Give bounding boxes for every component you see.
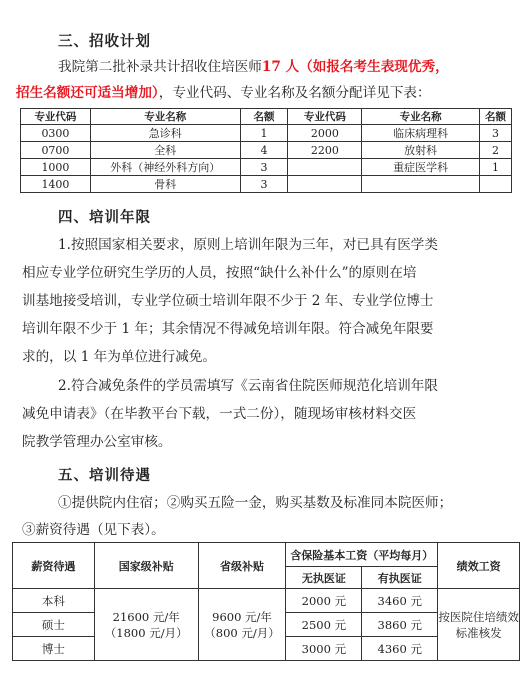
col-header: 专业名称 bbox=[90, 109, 240, 125]
section3-red-text-2: 招生名额还可适当增加） bbox=[16, 85, 159, 101]
table-cell: 3000 元 bbox=[286, 637, 362, 661]
section4-heading: 四、培训年限 bbox=[58, 210, 151, 226]
table-cell bbox=[362, 176, 480, 193]
section3-line1 bbox=[58, 58, 449, 76]
section3-text: 我院第二批补录共计招收住培医师 bbox=[58, 59, 262, 75]
table-cell: 外科（神经外科方向） bbox=[90, 159, 240, 176]
salary-table-header bbox=[13, 543, 520, 567]
paragraph-line: 1.按照国家相关要求，原则上培训年限为三年，对已具有医学类 bbox=[58, 237, 438, 253]
section3-red-text: 17 人（如报名考生表现优秀， bbox=[261, 59, 449, 75]
table-cell: 全科 bbox=[90, 142, 240, 159]
table-cell: 1000 bbox=[21, 159, 91, 176]
paragraph-line: 2.符合减免条件的学员需填写《云南省住院医师规范化培训年限 bbox=[58, 378, 438, 394]
col-header: 省级补贴 bbox=[198, 543, 286, 589]
quota-table-header bbox=[21, 109, 512, 125]
table-cell: 2500 元 bbox=[286, 613, 362, 637]
cell-text: （1800 元/月） bbox=[104, 625, 188, 640]
col-header: 绩效工资 bbox=[438, 543, 520, 589]
table-cell: 本科 bbox=[13, 589, 95, 613]
table-cell: 2000 bbox=[288, 125, 362, 142]
table-cell: 3 bbox=[480, 125, 512, 142]
table-cell: 2000 元 bbox=[286, 589, 362, 613]
col-header: 专业代码 bbox=[288, 109, 362, 125]
table-cell bbox=[288, 176, 362, 193]
cell-text: （800 元/月） bbox=[204, 625, 280, 640]
table-row bbox=[21, 159, 512, 176]
col-header: 名额 bbox=[240, 109, 288, 125]
paragraph-line: 减免申请表》（在毕教平台下载，一式二份），随现场审核材料交医 bbox=[22, 406, 417, 422]
col-header: 专业代码 bbox=[21, 109, 91, 125]
paragraph-line: ③薪资待遇（见下表）。 bbox=[22, 522, 165, 538]
cell-text: 9600 元/年 bbox=[212, 609, 272, 624]
table-cell bbox=[288, 159, 362, 176]
section3-text-2: ，专业代码、专业名称及名额分配详见下表： bbox=[158, 85, 431, 101]
section5-heading: 五、培训待遇 bbox=[58, 468, 151, 484]
table-cell: 硕士 bbox=[13, 613, 95, 637]
table-cell: 1400 bbox=[21, 176, 91, 193]
national-subsidy-cell bbox=[94, 589, 198, 661]
paragraph-line: 培训年限不少于 1 年；其余情况不得减免培训年限。符合减免年限要 bbox=[22, 321, 434, 337]
provincial-subsidy-cell bbox=[198, 589, 286, 661]
table-cell: 2 bbox=[480, 142, 512, 159]
table-cell: 4360 元 bbox=[362, 637, 438, 661]
table-row bbox=[21, 125, 512, 142]
cell-text: 21600 元/年 bbox=[112, 609, 180, 624]
performance-pay-cell bbox=[438, 589, 520, 661]
table-cell: 骨科 bbox=[90, 176, 240, 193]
table-cell: 放射科 bbox=[362, 142, 480, 159]
table-cell: 1 bbox=[240, 125, 288, 142]
table-cell: 临床病理科 bbox=[362, 125, 480, 142]
col-header: 薪资待遇 bbox=[13, 543, 95, 589]
section3-heading: 三、招收计划 bbox=[58, 34, 151, 50]
table-cell: 0700 bbox=[21, 142, 91, 159]
table-row bbox=[21, 142, 512, 159]
table-cell: 3460 元 bbox=[362, 589, 438, 613]
table-cell: 博士 bbox=[13, 637, 95, 661]
col-header: 含保险基本工资（平均每月） bbox=[286, 543, 438, 567]
col-header: 国家级补贴 bbox=[94, 543, 198, 589]
paragraph-line: ①提供院内住宿；②购买五险一金，购买基数及标准同本院医师； bbox=[58, 495, 453, 511]
table-cell: 3860 元 bbox=[362, 613, 438, 637]
col-header: 无执医证 bbox=[286, 567, 362, 589]
table-cell: 2200 bbox=[288, 142, 362, 159]
paragraph-line: 求的，以 1 年为单位进行减免。 bbox=[22, 349, 217, 365]
table-cell: 0300 bbox=[21, 125, 91, 142]
table-row bbox=[13, 589, 520, 613]
table-cell: 急诊科 bbox=[90, 125, 240, 142]
table-cell: 3 bbox=[240, 176, 288, 193]
paragraph-line: 相应专业学位研究生学历的人员，按照“缺什么补什么”的原则在培 bbox=[22, 265, 417, 281]
col-header: 有执医证 bbox=[362, 567, 438, 589]
cell-text: 标准核发 bbox=[455, 625, 502, 640]
paragraph-line: 训基地接受培训，专业学位硕士培训年限不少于 2 年、专业学位博士 bbox=[22, 293, 434, 309]
quota-table bbox=[20, 108, 512, 193]
col-header: 名额 bbox=[480, 109, 512, 125]
table-cell: 重症医学科 bbox=[362, 159, 480, 176]
cell-text: 按医院住培绩效 bbox=[438, 609, 519, 624]
table-cell: 3 bbox=[240, 159, 288, 176]
paragraph-line: 院教学管理办公室审核。 bbox=[22, 434, 172, 450]
table-cell: 4 bbox=[240, 142, 288, 159]
table-cell: 1 bbox=[480, 159, 512, 176]
col-header: 专业名称 bbox=[362, 109, 480, 125]
table-row bbox=[21, 176, 512, 193]
salary-table bbox=[12, 542, 520, 661]
section3-line2 bbox=[16, 84, 431, 102]
table-cell bbox=[480, 176, 512, 193]
